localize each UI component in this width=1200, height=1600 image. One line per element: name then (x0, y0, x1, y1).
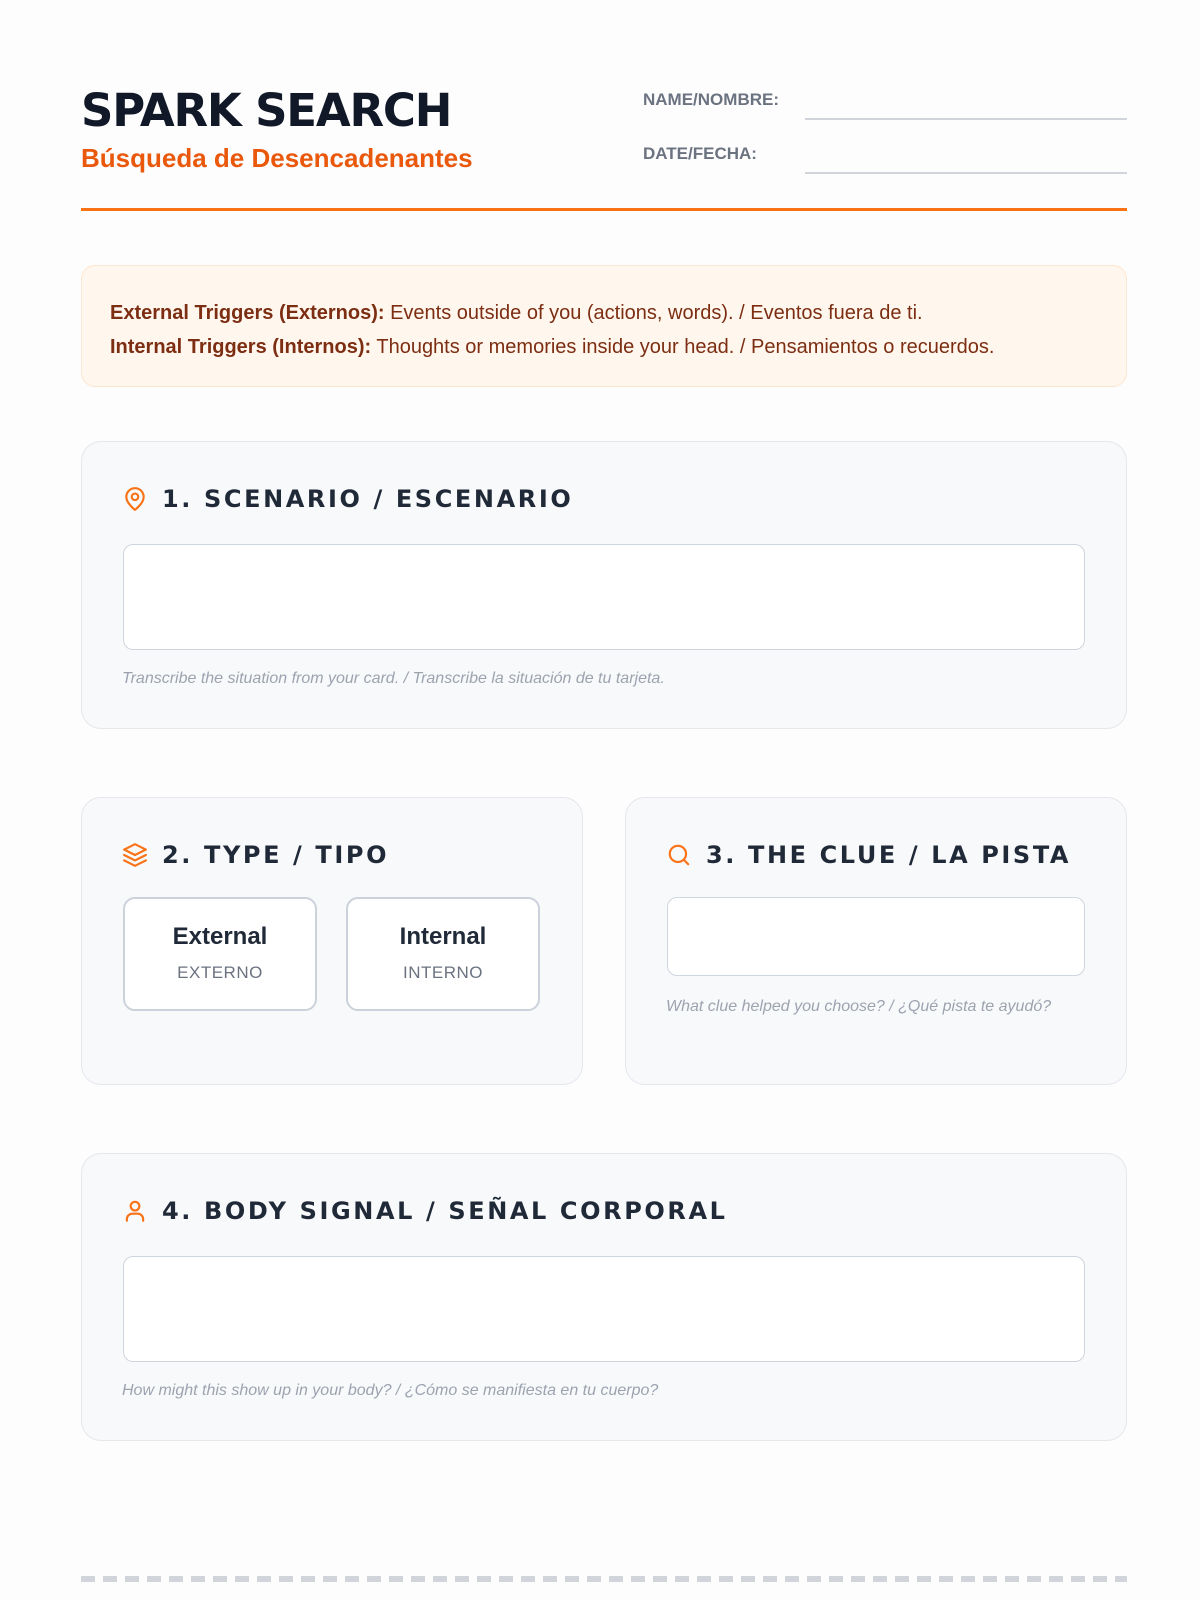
external-definition-text: Events outside of you (actions, words). / Eventos fuera de ti. (384, 302, 923, 324)
internal-option-sublabel: INTERNO (403, 963, 483, 982)
external-option[interactable] (123, 897, 317, 1011)
external-definition (110, 296, 1098, 330)
type-title: 2. TYPE / TIPO (162, 841, 390, 869)
scenario-hint: Transcribe the situation from your card. / Transcribe la situación de tu tarjeta. (122, 670, 665, 687)
external-option-sublabel: EXTERNO (177, 963, 263, 982)
body-signal-hint: How might this show up in your body? / ¿Cómo se manifiesta en tu cuerpo? (122, 1382, 659, 1399)
footer-divider (81, 1576, 1127, 1582)
clue-hint: What clue helped you choose? / ¿Qué pista te ayudó? (666, 998, 1052, 1015)
clue-input[interactable] (667, 897, 1085, 976)
page-subtitle: Búsqueda de Desencadenantes (81, 143, 473, 173)
clue-heading (666, 841, 1071, 869)
date-label: DATE/FECHA: (643, 144, 757, 163)
scenario-title: 1. SCENARIO / ESCENARIO (162, 485, 574, 513)
scenario-card (81, 441, 1127, 729)
name-field[interactable] (805, 118, 1127, 120)
internal-definition-text: Thoughts or memories inside your head. / Pensamientos o recuerdos. (371, 336, 995, 358)
scenario-heading (122, 485, 573, 513)
person-icon (122, 1198, 148, 1224)
date-field[interactable] (805, 172, 1127, 174)
clue-card (625, 797, 1127, 1085)
search-icon (666, 842, 692, 868)
page-title: SPARK SEARCH (81, 84, 452, 137)
internal-option-label: Internal (399, 923, 487, 950)
body-signal-card (81, 1153, 1127, 1441)
external-definition-label: External Triggers (Externos): (110, 302, 385, 324)
type-heading (122, 841, 389, 869)
map-pin-icon (122, 486, 148, 512)
scenario-input[interactable] (123, 544, 1085, 650)
internal-definition-label: Internal Triggers (Internos): (110, 336, 372, 358)
type-card (81, 797, 583, 1085)
internal-option[interactable] (346, 897, 540, 1011)
worksheet-header (81, 84, 1127, 212)
trigger-definitions (81, 265, 1127, 387)
external-option-label: External (172, 923, 268, 950)
layers-icon (122, 842, 148, 868)
header-divider (81, 208, 1127, 211)
internal-definition (110, 330, 1098, 364)
body-signal-input[interactable] (123, 1256, 1085, 1362)
name-label: NAME/NOMBRE: (643, 90, 779, 109)
body-signal-heading (122, 1197, 728, 1225)
body-signal-title: 4. BODY SIGNAL / SEÑAL CORPORAL (162, 1197, 728, 1225)
clue-title: 3. THE CLUE / LA PISTA (706, 841, 1072, 869)
